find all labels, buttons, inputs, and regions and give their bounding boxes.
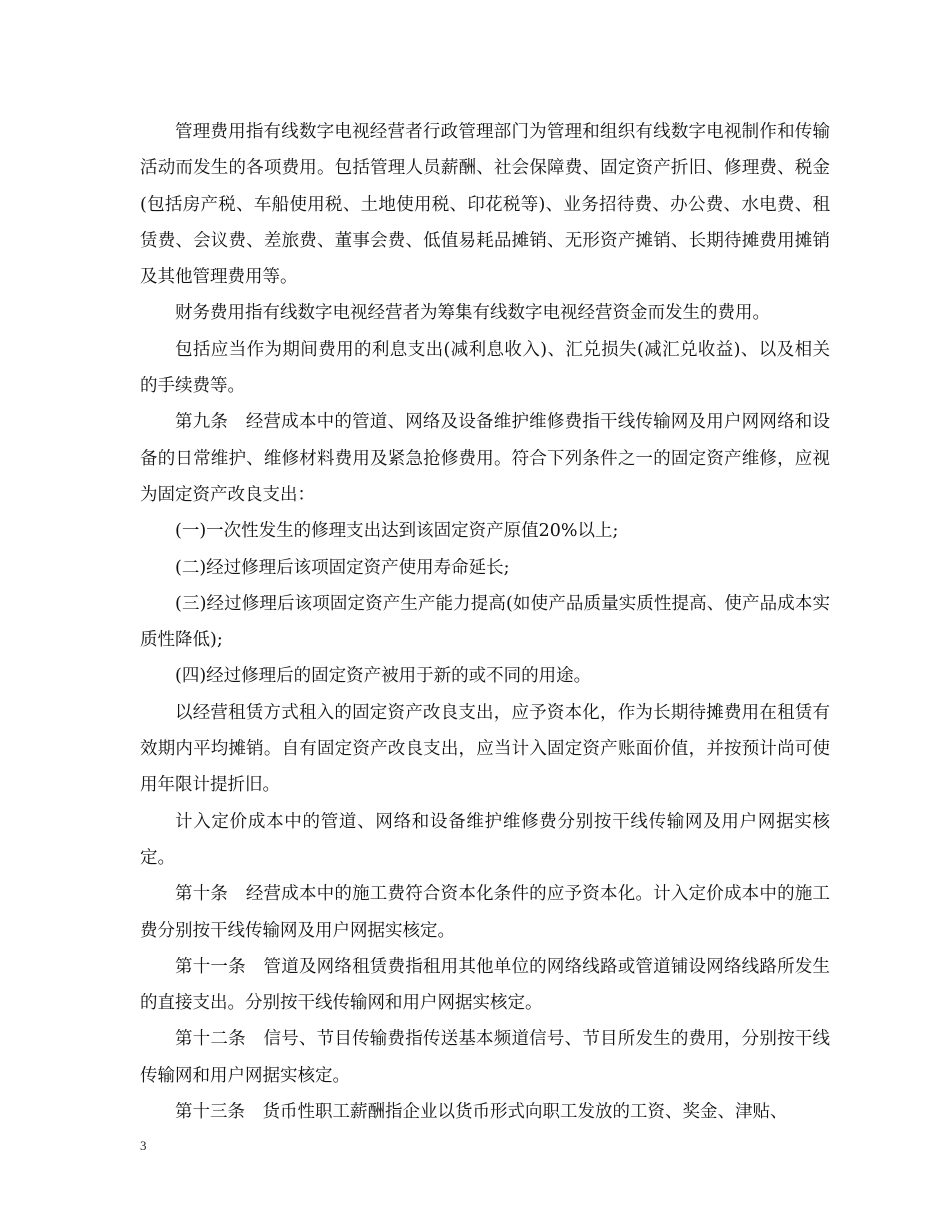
document-body	[140, 114, 830, 1130]
paragraph-condition-4: (四)经过修理后的固定资产被用于新的或不同的用途。	[175, 666, 592, 687]
paragraph-financial-expenses-detail: 包括应当作为期间费用的利息支出(减利息收入)、汇兑损失(减汇兑收益)、以及相关的手续费等。	[140, 339, 830, 397]
paragraph-condition-2: (二)经过修理后该项固定资产使用寿命延长;	[175, 557, 510, 578]
page-number: 3	[140, 1138, 147, 1153]
paragraph-article-13: 第十三条 货币性职工薪酬指企业以货币形式向职工发放的工资、奖金、津贴、	[175, 1102, 788, 1123]
paragraph-article-11: 第十一条 管道及网络租赁费指租用其他单位的网络线路或管道铺设网络线路所发生的直接支出。分别按干线传输网和用户网据实核定。	[140, 956, 830, 1014]
paragraph-financial-expenses: 财务费用指有线数字电视经营者为筹集有线数字电视经营资金而发生的费用。	[175, 303, 770, 324]
paragraph-condition-3: (三)经过修理后该项固定资产生产能力提高(如使产品质量实质性提高、使产品成本实质性降低);	[140, 593, 830, 651]
paragraph-leasehold-improvement: 以经营租赁方式租入的固定资产改良支出，应予资本化，作为长期待摊费用在租赁有效期内平均摊销。自有固定资产改良支出，应当计入固定资产账面价值，并按预计尚可使用年限计提折旧。	[140, 702, 830, 796]
paragraph-maintenance-cost-pricing: 计入定价成本中的管道、网络和设备维护维修费分别按干线传输网及用户网据实核定。	[140, 811, 830, 868]
paragraph-article-12: 第十二条 信号、节目传输费指传送基本频道信号、节目所发生的费用，分别按干线传输网和用户网据实核定。	[140, 1029, 830, 1086]
paragraph-article-9: 第九条 经营成本中的管道、网络及设备维护维修费指干线传输网及用户网网络和设备的日常维护、维修材料费用及紧急抢修费用。符合下列条件之一的固定资产维修，应视为固定资产改良支出：	[140, 412, 830, 505]
paragraph-management-expenses: 管理费用指有线数字电视经营者行政管理部门为管理和组织有线数字电视制作和传输活动而发生的各项费用。包括管理人员薪酬、社会保障费、固定资产折旧、修理费、税金(包括房产税、车船使用税、土地使用税、印花税等)、业务招待费、办公费、水电费、租赁费、会议费、差旅费、董事会费、低值易耗品摊销、无形资产摊销、长期待摊费用摊销及其他管理费用等。	[140, 122, 830, 288]
paragraph-condition-1: (一)一次性发生的修理支出达到该固定资产原值20%以上;	[175, 521, 619, 542]
paragraph-article-10: 第十条 经营成本中的施工费符合资本化条件的应予资本化。计入定价成本中的施工费分别按干线传输网及用户网据实核定。	[140, 884, 830, 941]
